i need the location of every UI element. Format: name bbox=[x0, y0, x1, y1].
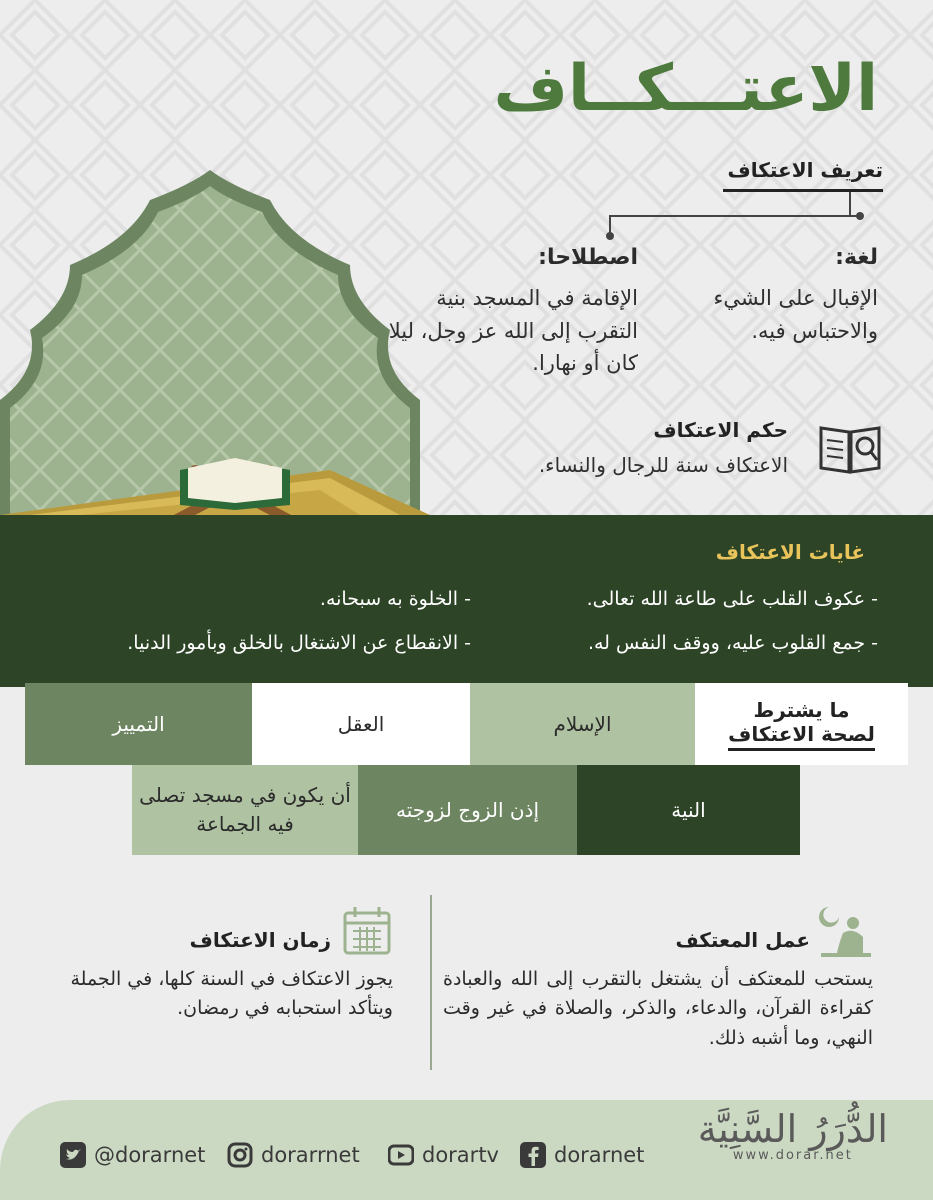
work-heading: عمل المعتكف bbox=[675, 928, 810, 952]
calendar-icon bbox=[341, 905, 393, 957]
twitter-handle: @dorarnet bbox=[94, 1143, 206, 1167]
time-text: يجوز الاعتكاف في السنة كلها، في الجملة ويتأكد استحبابه في رمضان. bbox=[70, 968, 393, 1020]
ruling-text: الاعتكاف سنة للرجال والنساء. bbox=[538, 453, 788, 477]
language-label: لغة: bbox=[835, 245, 878, 270]
youtube-icon bbox=[388, 1142, 414, 1168]
conditions-heading-line2: لصحة الاعتكاف bbox=[728, 722, 875, 751]
language-definition: الإقبال على الشيء والاحتباس فيه. bbox=[713, 286, 878, 343]
work-text: يستحب للمعتكف أن يشتغل بالتقرب إلى الله والعبادة كقراءة القرآن، والدعاء، والذكر، والصلاة في غير وقت النهي، وما أشبه ذلك. bbox=[443, 968, 873, 1049]
conditions-heading-line1: ما يشترط bbox=[753, 697, 850, 722]
facebook-icon bbox=[520, 1142, 546, 1168]
brand-url: www.dorar.net bbox=[732, 1148, 853, 1163]
youtube-handle: dorartv bbox=[422, 1143, 499, 1167]
conditions-heading bbox=[695, 683, 908, 765]
term-definition: الإقامة في المسجد بنية التقرب إلى الله عز وجل، ليلا كان أو نهارا. bbox=[388, 286, 638, 376]
praying-person-icon bbox=[815, 903, 875, 961]
twitter-link[interactable] bbox=[60, 1142, 205, 1168]
book-magnifier-icon bbox=[817, 420, 883, 476]
instagram-handle: dorarrnet bbox=[261, 1143, 360, 1167]
facebook-link[interactable] bbox=[520, 1142, 644, 1168]
ruling-heading: حكم الاعتكاف bbox=[653, 418, 788, 442]
goals-heading: غايات الاعتكاف bbox=[715, 540, 865, 564]
condition-reason: العقل bbox=[252, 683, 470, 765]
time-heading: زمان الاعتكاف bbox=[189, 928, 331, 952]
goal-item: - عكوف القلب على طاعة الله تعالى. bbox=[586, 588, 878, 610]
definition-connector bbox=[590, 192, 880, 242]
brand-name: الدُّرَرُ السَّنِيَّة bbox=[697, 1107, 888, 1151]
goal-item: - الخلوة به سبحانه. bbox=[319, 588, 471, 610]
section-divider bbox=[430, 895, 432, 1070]
term-label: اصطلاحا: bbox=[538, 245, 638, 270]
condition-islam: الإسلام bbox=[470, 683, 695, 765]
instagram-link[interactable] bbox=[227, 1142, 360, 1168]
definition-heading: تعريف الاعتكاف bbox=[727, 158, 883, 182]
condition-intention: النية bbox=[577, 765, 800, 855]
goal-item: - جمع القلوب عليه، ووقف النفس له. bbox=[587, 632, 878, 654]
goal-item: - الانقطاع عن الاشتغال بالخلق وبأمور الدنيا. bbox=[127, 632, 471, 654]
youtube-link[interactable] bbox=[388, 1142, 499, 1168]
twitter-icon bbox=[60, 1142, 86, 1168]
condition-discernment: التمييز bbox=[25, 683, 252, 765]
facebook-handle: dorarnet bbox=[554, 1143, 645, 1167]
page-title: الاعتـــكــاف bbox=[493, 52, 878, 126]
condition-husband-permission: إذن الزوج لزوجته bbox=[358, 765, 577, 855]
brand-logo bbox=[697, 1107, 888, 1163]
instagram-icon bbox=[227, 1142, 253, 1168]
condition-mosque: أن يكون في مسجد تصلى فيه الجماعة bbox=[132, 765, 358, 855]
